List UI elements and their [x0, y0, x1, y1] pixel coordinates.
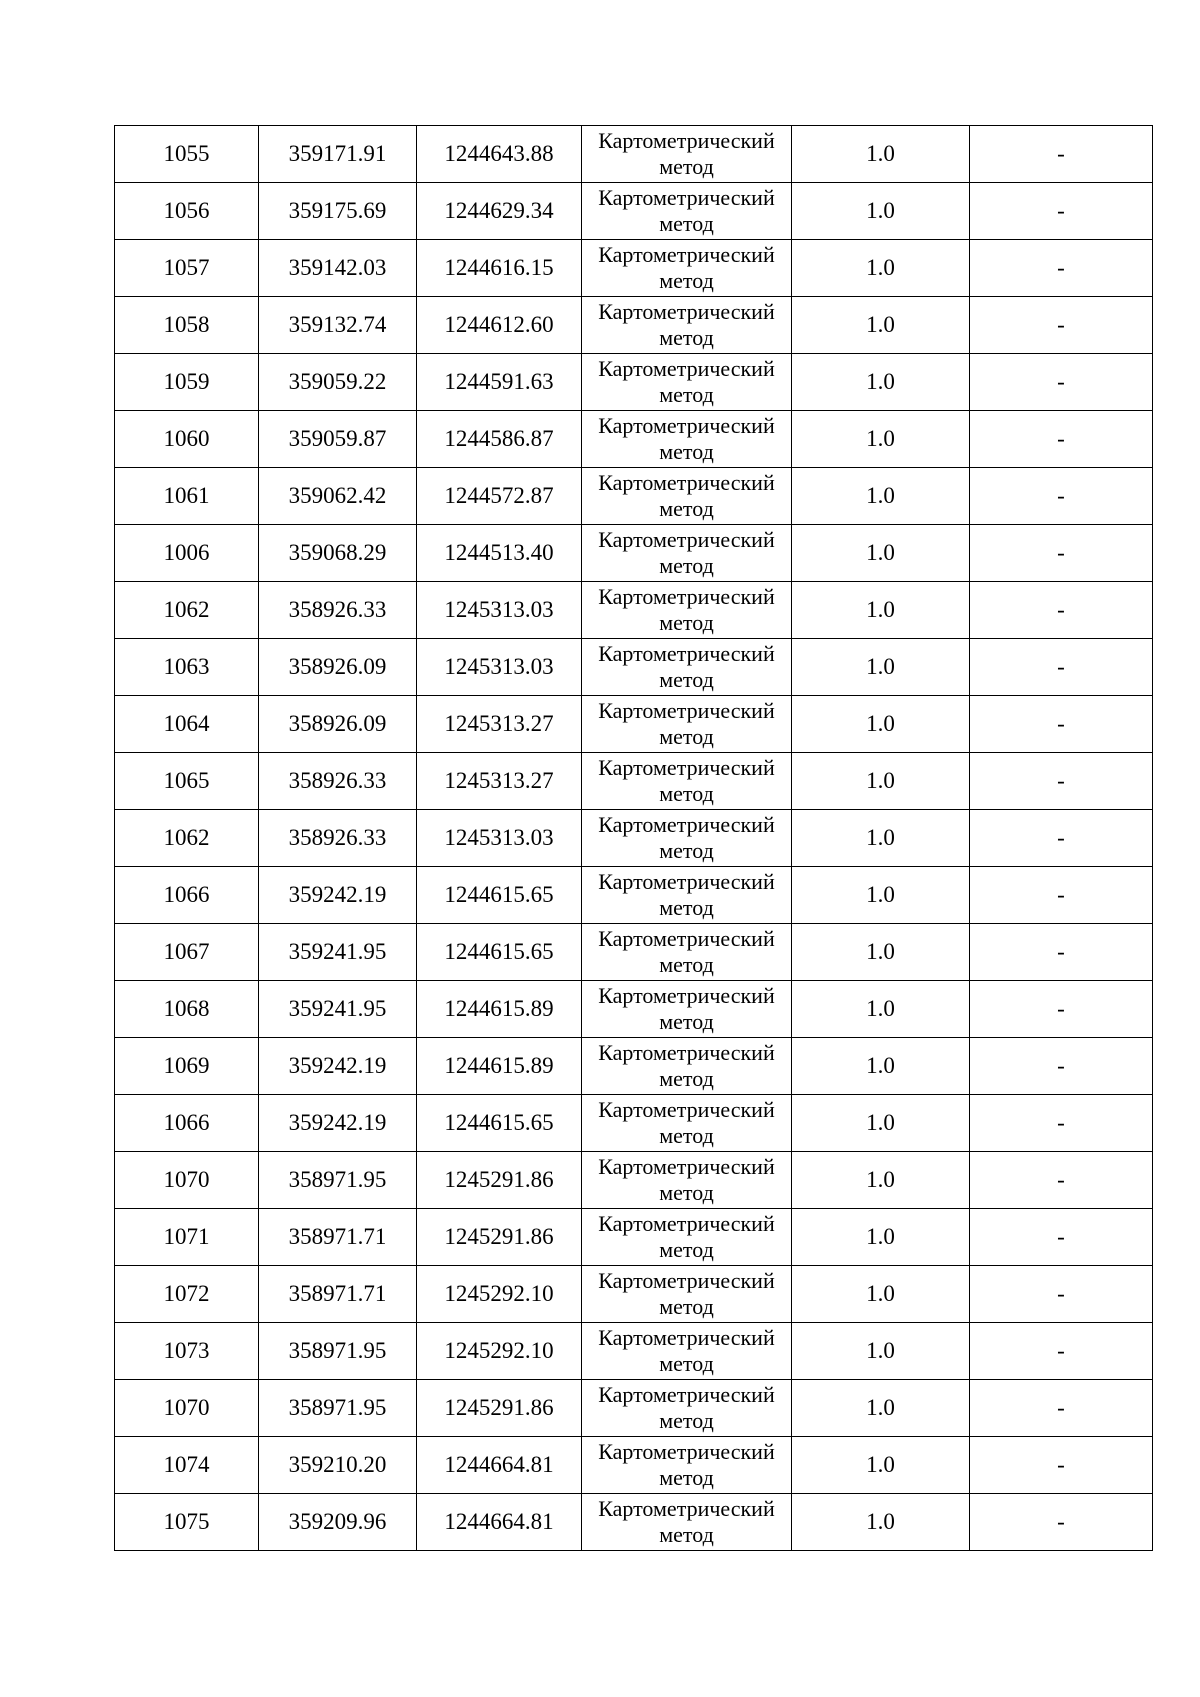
x-coordinate-cell: 358926.33 — [259, 753, 417, 810]
point-number-cell: 1070 — [115, 1152, 259, 1209]
table-row — [115, 240, 1153, 297]
method-cell — [582, 1095, 792, 1152]
table-row — [115, 354, 1153, 411]
method-text-line2: метод — [659, 667, 714, 692]
x-coordinate-cell: 359242.19 — [259, 1095, 417, 1152]
x-coordinate-cell: 359241.95 — [259, 981, 417, 1038]
accuracy-cell: 1.0 — [792, 468, 970, 525]
point-number-cell: 1072 — [115, 1266, 259, 1323]
y-coordinate-cell: 1245292.10 — [417, 1323, 582, 1380]
method-cell — [582, 1323, 792, 1380]
y-coordinate-cell: 1245291.86 — [417, 1380, 582, 1437]
x-coordinate-cell: 358926.33 — [259, 810, 417, 867]
point-number-cell: 1075 — [115, 1494, 259, 1551]
method-cell — [582, 867, 792, 924]
description-cell: - — [970, 297, 1153, 354]
method-text-line1: Картометрический — [598, 356, 775, 381]
description-cell: - — [970, 639, 1153, 696]
y-coordinate-cell: 1245291.86 — [417, 1152, 582, 1209]
x-coordinate-cell: 358971.95 — [259, 1152, 417, 1209]
method-text-line1: Картометрический — [598, 242, 775, 267]
table-row — [115, 696, 1153, 753]
y-coordinate-cell: 1244615.65 — [417, 924, 582, 981]
y-coordinate-cell: 1245313.03 — [417, 582, 582, 639]
table-row — [115, 1380, 1153, 1437]
description-cell: - — [970, 753, 1153, 810]
point-number-cell: 1063 — [115, 639, 259, 696]
x-coordinate-cell: 358926.09 — [259, 639, 417, 696]
accuracy-cell: 1.0 — [792, 1095, 970, 1152]
point-number-cell: 1074 — [115, 1437, 259, 1494]
point-number-cell: 1064 — [115, 696, 259, 753]
accuracy-cell: 1.0 — [792, 639, 970, 696]
method-text-line2: метод — [659, 838, 714, 863]
table-row — [115, 810, 1153, 867]
method-text-line2: метод — [659, 439, 714, 464]
point-number-cell: 1071 — [115, 1209, 259, 1266]
point-number-cell: 1073 — [115, 1323, 259, 1380]
x-coordinate-cell: 359068.29 — [259, 525, 417, 582]
method-text-line1: Картометрический — [598, 128, 775, 153]
point-number-cell: 1056 — [115, 183, 259, 240]
method-text-line2: метод — [659, 211, 714, 236]
method-cell — [582, 981, 792, 1038]
x-coordinate-cell: 359142.03 — [259, 240, 417, 297]
table-row — [115, 1437, 1153, 1494]
method-text-line1: Картометрический — [598, 926, 775, 951]
table-row — [115, 1095, 1153, 1152]
method-text-line2: метод — [659, 724, 714, 749]
method-text-line1: Картометрический — [598, 641, 775, 666]
method-cell — [582, 582, 792, 639]
table-row — [115, 297, 1153, 354]
description-cell: - — [970, 1494, 1153, 1551]
method-text-line2: метод — [659, 382, 714, 407]
method-cell — [582, 183, 792, 240]
point-number-cell: 1070 — [115, 1380, 259, 1437]
y-coordinate-cell: 1245291.86 — [417, 1209, 582, 1266]
accuracy-cell: 1.0 — [792, 867, 970, 924]
accuracy-cell: 1.0 — [792, 1323, 970, 1380]
method-text-line1: Картометрический — [598, 299, 775, 324]
method-text-line1: Картометрический — [598, 983, 775, 1008]
table-row — [115, 1209, 1153, 1266]
accuracy-cell: 1.0 — [792, 126, 970, 183]
accuracy-cell: 1.0 — [792, 1494, 970, 1551]
accuracy-cell: 1.0 — [792, 240, 970, 297]
point-number-cell: 1061 — [115, 468, 259, 525]
accuracy-cell: 1.0 — [792, 1209, 970, 1266]
accuracy-cell: 1.0 — [792, 1152, 970, 1209]
method-cell — [582, 1437, 792, 1494]
table-row — [115, 924, 1153, 981]
y-coordinate-cell: 1244586.87 — [417, 411, 582, 468]
description-cell: - — [970, 1437, 1153, 1494]
method-text-line2: метод — [659, 1408, 714, 1433]
description-cell: - — [970, 1095, 1153, 1152]
table-row — [115, 468, 1153, 525]
point-number-cell: 1060 — [115, 411, 259, 468]
method-text-line2: метод — [659, 154, 714, 179]
method-text-line2: метод — [659, 1066, 714, 1091]
method-cell — [582, 1038, 792, 1095]
table-row — [115, 1323, 1153, 1380]
method-text-line2: метод — [659, 1237, 714, 1262]
x-coordinate-cell: 359242.19 — [259, 867, 417, 924]
table-row — [115, 1152, 1153, 1209]
accuracy-cell: 1.0 — [792, 1266, 970, 1323]
method-text-line1: Картометрический — [598, 698, 775, 723]
y-coordinate-cell: 1244513.40 — [417, 525, 582, 582]
method-cell — [582, 810, 792, 867]
accuracy-cell: 1.0 — [792, 981, 970, 1038]
method-text-line1: Картометрический — [598, 1496, 775, 1521]
method-text-line1: Картометрический — [598, 470, 775, 495]
method-cell — [582, 240, 792, 297]
table-row — [115, 639, 1153, 696]
method-text-line2: метод — [659, 1522, 714, 1547]
accuracy-cell: 1.0 — [792, 354, 970, 411]
y-coordinate-cell: 1244572.87 — [417, 468, 582, 525]
method-text-line2: метод — [659, 325, 714, 350]
description-cell: - — [970, 696, 1153, 753]
table-row — [115, 126, 1153, 183]
table-row — [115, 183, 1153, 240]
method-text-line2: метод — [659, 1180, 714, 1205]
x-coordinate-cell: 358971.71 — [259, 1209, 417, 1266]
x-coordinate-cell: 359059.87 — [259, 411, 417, 468]
method-text-line2: метод — [659, 1465, 714, 1490]
method-text-line1: Картометрический — [598, 869, 775, 894]
table-row — [115, 582, 1153, 639]
accuracy-cell: 1.0 — [792, 810, 970, 867]
method-text-line1: Картометрический — [598, 584, 775, 609]
coordinates-table — [114, 125, 1153, 1551]
method-text-line2: метод — [659, 781, 714, 806]
y-coordinate-cell: 1244664.81 — [417, 1494, 582, 1551]
method-cell — [582, 696, 792, 753]
method-text-line2: метод — [659, 268, 714, 293]
table-row — [115, 1494, 1153, 1551]
method-text-line1: Картометрический — [598, 185, 775, 210]
method-cell — [582, 1494, 792, 1551]
y-coordinate-cell: 1245313.03 — [417, 810, 582, 867]
method-cell — [582, 411, 792, 468]
description-cell: - — [970, 411, 1153, 468]
description-cell: - — [970, 1038, 1153, 1095]
x-coordinate-cell: 359171.91 — [259, 126, 417, 183]
method-text-line1: Картометрический — [598, 413, 775, 438]
y-coordinate-cell: 1244591.63 — [417, 354, 582, 411]
y-coordinate-cell: 1244616.15 — [417, 240, 582, 297]
x-coordinate-cell: 359241.95 — [259, 924, 417, 981]
accuracy-cell: 1.0 — [792, 582, 970, 639]
method-text-line2: метод — [659, 496, 714, 521]
description-cell: - — [970, 183, 1153, 240]
method-text-line2: метод — [659, 895, 714, 920]
y-coordinate-cell: 1245313.27 — [417, 696, 582, 753]
y-coordinate-cell: 1245292.10 — [417, 1266, 582, 1323]
accuracy-cell: 1.0 — [792, 297, 970, 354]
method-cell — [582, 1380, 792, 1437]
y-coordinate-cell: 1244615.89 — [417, 1038, 582, 1095]
x-coordinate-cell: 359059.22 — [259, 354, 417, 411]
description-cell: - — [970, 1209, 1153, 1266]
table-row — [115, 981, 1153, 1038]
x-coordinate-cell: 358971.95 — [259, 1380, 417, 1437]
point-number-cell: 1065 — [115, 753, 259, 810]
method-cell — [582, 1152, 792, 1209]
description-cell: - — [970, 1266, 1153, 1323]
method-cell — [582, 126, 792, 183]
point-number-cell: 1057 — [115, 240, 259, 297]
x-coordinate-cell: 358926.33 — [259, 582, 417, 639]
table-row — [115, 753, 1153, 810]
method-cell — [582, 1266, 792, 1323]
x-coordinate-cell: 359175.69 — [259, 183, 417, 240]
description-cell: - — [970, 126, 1153, 183]
method-text-line1: Картометрический — [598, 755, 775, 780]
method-text-line2: метод — [659, 1009, 714, 1034]
coordinates-table-body — [115, 126, 1153, 1551]
method-text-line2: метод — [659, 1123, 714, 1148]
y-coordinate-cell: 1244629.34 — [417, 183, 582, 240]
method-text-line2: метод — [659, 1351, 714, 1376]
y-coordinate-cell: 1245313.03 — [417, 639, 582, 696]
method-text-line1: Картометрический — [598, 1154, 775, 1179]
description-cell: - — [970, 1152, 1153, 1209]
x-coordinate-cell: 359209.96 — [259, 1494, 417, 1551]
table-row — [115, 525, 1153, 582]
method-text-line2: метод — [659, 952, 714, 977]
x-coordinate-cell: 359132.74 — [259, 297, 417, 354]
method-text-line1: Картометрический — [598, 1325, 775, 1350]
description-cell: - — [970, 981, 1153, 1038]
description-cell: - — [970, 1380, 1153, 1437]
accuracy-cell: 1.0 — [792, 411, 970, 468]
description-cell: - — [970, 468, 1153, 525]
description-cell: - — [970, 582, 1153, 639]
point-number-cell: 1062 — [115, 810, 259, 867]
method-text-line2: метод — [659, 1294, 714, 1319]
description-cell: - — [970, 525, 1153, 582]
method-cell — [582, 1209, 792, 1266]
table-row — [115, 1266, 1153, 1323]
description-cell: - — [970, 810, 1153, 867]
accuracy-cell: 1.0 — [792, 696, 970, 753]
method-text-line2: метод — [659, 553, 714, 578]
point-number-cell: 1066 — [115, 867, 259, 924]
x-coordinate-cell: 359242.19 — [259, 1038, 417, 1095]
point-number-cell: 1059 — [115, 354, 259, 411]
method-text-line1: Картометрический — [598, 1382, 775, 1407]
description-cell: - — [970, 354, 1153, 411]
table-row — [115, 411, 1153, 468]
method-text-line1: Картометрический — [598, 1439, 775, 1464]
y-coordinate-cell: 1244643.88 — [417, 126, 582, 183]
y-coordinate-cell: 1245313.27 — [417, 753, 582, 810]
y-coordinate-cell: 1244612.60 — [417, 297, 582, 354]
point-number-cell: 1068 — [115, 981, 259, 1038]
method-cell — [582, 525, 792, 582]
description-cell: - — [970, 1323, 1153, 1380]
method-text-line1: Картометрический — [598, 1097, 775, 1122]
y-coordinate-cell: 1244615.65 — [417, 1095, 582, 1152]
method-cell — [582, 924, 792, 981]
method-text-line1: Картометрический — [598, 1268, 775, 1293]
x-coordinate-cell: 358926.09 — [259, 696, 417, 753]
y-coordinate-cell: 1244615.89 — [417, 981, 582, 1038]
accuracy-cell: 1.0 — [792, 753, 970, 810]
method-text-line1: Картометрический — [598, 812, 775, 837]
accuracy-cell: 1.0 — [792, 924, 970, 981]
accuracy-cell: 1.0 — [792, 1380, 970, 1437]
x-coordinate-cell: 358971.71 — [259, 1266, 417, 1323]
description-cell: - — [970, 867, 1153, 924]
point-number-cell: 1067 — [115, 924, 259, 981]
method-text-line2: метод — [659, 610, 714, 635]
description-cell: - — [970, 924, 1153, 981]
table-row — [115, 867, 1153, 924]
x-coordinate-cell: 358971.95 — [259, 1323, 417, 1380]
x-coordinate-cell: 359062.42 — [259, 468, 417, 525]
point-number-cell: 1055 — [115, 126, 259, 183]
accuracy-cell: 1.0 — [792, 525, 970, 582]
accuracy-cell: 1.0 — [792, 183, 970, 240]
point-number-cell: 1066 — [115, 1095, 259, 1152]
method-text-line1: Картометрический — [598, 1211, 775, 1236]
method-cell — [582, 468, 792, 525]
method-cell — [582, 639, 792, 696]
x-coordinate-cell: 359210.20 — [259, 1437, 417, 1494]
point-number-cell: 1006 — [115, 525, 259, 582]
table-row — [115, 1038, 1153, 1095]
method-cell — [582, 297, 792, 354]
method-text-line1: Картометрический — [598, 527, 775, 552]
method-cell — [582, 753, 792, 810]
point-number-cell: 1058 — [115, 297, 259, 354]
accuracy-cell: 1.0 — [792, 1038, 970, 1095]
y-coordinate-cell: 1244664.81 — [417, 1437, 582, 1494]
y-coordinate-cell: 1244615.65 — [417, 867, 582, 924]
accuracy-cell: 1.0 — [792, 1437, 970, 1494]
method-text-line1: Картометрический — [598, 1040, 775, 1065]
point-number-cell: 1069 — [115, 1038, 259, 1095]
method-cell — [582, 354, 792, 411]
description-cell: - — [970, 240, 1153, 297]
point-number-cell: 1062 — [115, 582, 259, 639]
